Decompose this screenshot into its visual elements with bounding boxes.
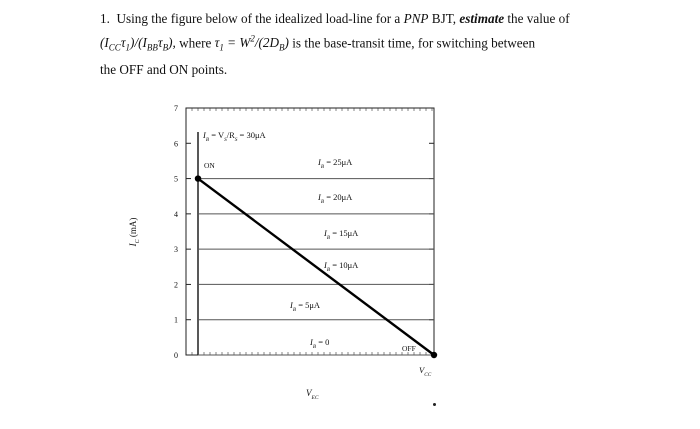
- on-label: ON: [204, 161, 215, 170]
- x-axis-label: $V_{EC}$: [306, 388, 319, 401]
- off-point: [431, 352, 437, 358]
- problem-pnp: PNP: [403, 11, 429, 26]
- ib-curve-label: $I_B = 5\mu A$: [290, 300, 321, 313]
- problem-text-a: Using the figure below of the idealized load-line for a: [116, 11, 401, 26]
- y-tick-label: 6: [174, 139, 178, 149]
- y-tick-label: 1: [174, 315, 178, 325]
- stray-dot: [433, 403, 436, 406]
- y-tick-label: 3: [174, 245, 178, 255]
- plot-frame: [186, 108, 434, 355]
- tau-definition: $\tau_1 = W^2/(2D_B)$: [214, 34, 289, 54]
- ratio-expression: $(I_{CC}\tau_1)/(I_{BB}\tau_B)$,: [100, 35, 176, 54]
- off-label: OFF: [402, 344, 416, 353]
- ib-curve-label: $I_B = 25\mu A$: [318, 157, 353, 170]
- where-text: where: [179, 35, 212, 51]
- y-tick-label: 0: [174, 351, 178, 360]
- ib-curve-label: $I_B = 20\mu A$: [318, 192, 353, 205]
- y-tick-label: 7: [174, 104, 178, 113]
- y-tick-label: 2: [174, 280, 178, 290]
- ib-curve-label: $I_B = 10\mu A$: [324, 260, 359, 273]
- problem-number: 1.: [100, 11, 110, 26]
- y-tick-label: 5: [174, 174, 178, 184]
- on-point: [195, 175, 201, 181]
- vcc-label: $V_{CC}$: [419, 365, 432, 378]
- y-axis-label: [128, 218, 141, 248]
- problem-text-c: the value of: [507, 11, 570, 26]
- svg-text:IC (mA): $I_C$ (mA): [128, 217, 141, 247]
- ib-curve-label: $I_B = 15\mu A$: [324, 228, 359, 241]
- problem-estimate: estimate: [459, 11, 505, 26]
- problem-text-b: BJT,: [431, 11, 457, 26]
- base-transit-text: is the base-transit time, for switching between: [292, 35, 536, 51]
- y-tick-label: 4: [174, 209, 178, 219]
- ib-saturation-label: $I_B = V_S/R_S = 30\mu A$: [203, 130, 266, 143]
- problem-line-3: the OFF and ON points.: [100, 62, 228, 78]
- load-line: [198, 179, 434, 355]
- ib-curve-label: $I_B = 0$: [310, 337, 330, 350]
